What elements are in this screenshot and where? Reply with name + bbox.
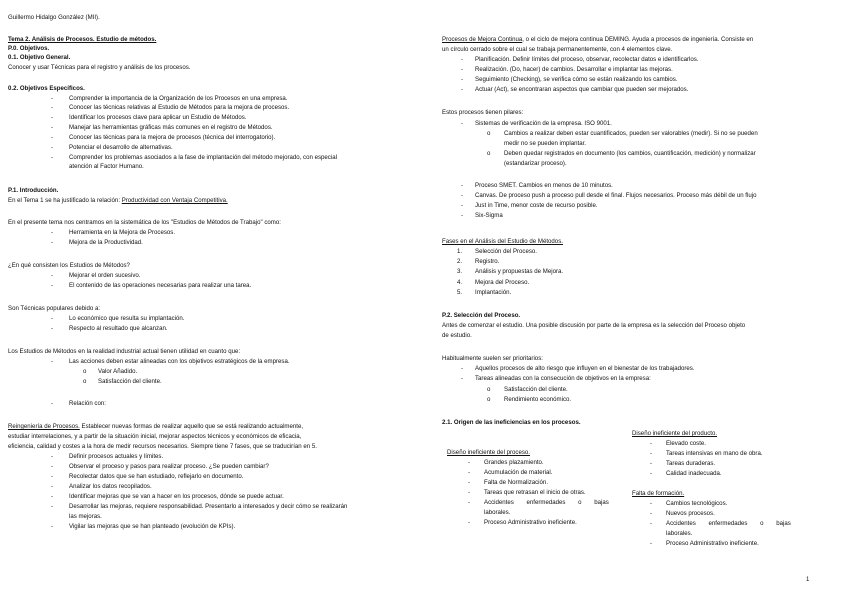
list-item: Selección del Proceso. <box>475 248 537 255</box>
pilares-text: Estos procesos tienen pilares: <box>442 109 524 116</box>
bullet-dash: - <box>51 282 54 289</box>
tecnicas-text: Son Técnicas populares debido a: <box>8 305 101 312</box>
list-item-continuation: laborales. <box>666 530 693 537</box>
list-item: Comprender los problemas asociados a la fase de implantación del método mejorado, con especial <box>69 154 337 161</box>
list-number: 4. <box>457 279 463 286</box>
bullet-dash: - <box>51 239 54 246</box>
list-item: Accidentes enfermedades o bajas <box>484 499 609 506</box>
bullet-dash: - <box>51 124 54 131</box>
list-item: Mejora del Proceso. <box>475 279 530 286</box>
list-item: Conocer las técnicas relativas al Estudio de Métodos para la mejora de procesos. <box>69 104 290 111</box>
list-item: Aquellos procesos de alto riesgo que influyen en el bienestar de los trabajadores. <box>475 365 695 372</box>
bullet-dash: - <box>650 470 653 477</box>
list-number: 5. <box>457 289 463 296</box>
reingenieria-line-3: eficiencia, calidad y costes a la hora de medir recursos necesarios. Siempre tiene 7 fases, que se traducirían en 5. <box>8 443 317 450</box>
list-item: Mejorar el orden sucesivo. <box>69 272 141 279</box>
mejora-continua-label: Procesos de Mejora Continua <box>442 36 523 43</box>
list-item: Acumulación de material. <box>484 469 553 476</box>
introduccion-heading: P.1. Introducción. <box>8 187 59 194</box>
list-item: Manejar las herramientas gráficas más comunes en el registro de Métodos. <box>69 124 273 131</box>
bullet-dash: - <box>650 500 653 507</box>
list-item: Canvas. De proceso push a proceso pull desde el final. Flujos necesarios. Proceso más débil de un flujo <box>475 192 757 199</box>
list-item: Observar el proceso y pasos para realizar proceso. ¿Se pueden cambiar? <box>69 463 269 470</box>
bullet-dash: - <box>51 315 54 322</box>
list-item: Tareas duraderas. <box>666 460 716 467</box>
bullet-dash: - <box>461 66 464 73</box>
list-item: Falta de Normalización. <box>484 479 549 486</box>
bullet-dash: - <box>468 469 471 476</box>
seleccion-proceso-line-1: Antes de comenzar el estudio. Una posible discusión por parte de la empresa es la selección del Proceso objeto <box>442 322 746 329</box>
list-item: Proceso SMET. Cambios en menos de 10 minutos. <box>475 182 613 189</box>
falta-formacion-heading: Falta de formación. <box>632 490 685 497</box>
list-item: Analizar los datos recopilados. <box>69 483 152 490</box>
list-item: Sistemas de verificación de la empresa. ISO 9001. <box>475 120 612 127</box>
list-number: 2. <box>457 258 463 265</box>
bullet-dash: - <box>468 489 471 496</box>
bullet-dash: - <box>461 182 464 189</box>
consisten-question: ¿En qué consisten los Estudios de Métodos? <box>8 262 130 269</box>
bullet-dash: - <box>51 473 54 480</box>
sub-list-item: Satisfacción del cliente. <box>504 386 568 393</box>
diseno-proceso-heading: Diseño ineficiente del proceso. <box>447 449 530 456</box>
list-item: Implantación. <box>475 289 512 296</box>
list-item: Elevado coste. <box>666 440 706 447</box>
objetivo-general-heading: 0.1. Objetivo General. <box>8 54 71 61</box>
bullet-dash: - <box>51 104 54 111</box>
list-item: Tareas alineadas con la consecución de objetivos en la empresa: <box>475 375 651 382</box>
page-number: 1 <box>806 577 810 583</box>
list-item-continuation: las mejoras. <box>69 513 102 520</box>
list-item: Las acciones deben estar alineadas con los objetivos estratégicos de la empresa. <box>69 358 290 365</box>
list-item: Definir procesos actuales y límites. <box>69 453 164 460</box>
objetivos-especificos-heading: 0.2. Objetivos Específicos. <box>8 85 85 92</box>
list-item: Calidad inadecuada. <box>666 470 722 477</box>
bullet-dash: - <box>468 519 471 526</box>
bullet-dash: - <box>461 365 464 372</box>
seleccion-proceso-line-2: de estudio. <box>442 332 472 339</box>
list-item: Potenciar el desarrollo de alternativas. <box>69 144 173 151</box>
bullet-dash: - <box>461 120 464 127</box>
list-item: El contenido de las operaciones necesarias para realizar una tarea. <box>69 282 252 289</box>
list-item: Seguimiento (Checking), se verifica cómo se están realizando los cambios. <box>475 76 678 83</box>
list-item: Proceso Administrativo ineficiente. <box>484 519 577 526</box>
list-item: Identificar los procesos clave para aplicar un Estudio de Métodos. <box>69 114 247 121</box>
reingenieria-line-1 <box>8 423 303 431</box>
list-item: Nuevos procesos. <box>666 510 715 517</box>
reingenieria-label: Reingeniería de Procesos. <box>8 423 80 430</box>
list-item-continuation: atención al Factor Humano. <box>69 163 144 170</box>
bullet-circle: o <box>487 130 491 137</box>
bullet-dash: - <box>51 400 54 407</box>
prioritarios-text: Habitualmente suelen ser prioritarios: <box>442 355 543 362</box>
list-item: Six-Sigma <box>475 212 503 219</box>
bullet-dash: - <box>51 463 54 470</box>
bullet-dash: - <box>461 212 464 219</box>
bullet-dash: - <box>461 202 464 209</box>
list-item: Tareas intensivas en mano de obra. <box>666 450 763 457</box>
list-item: Mejora de la Productividad. <box>69 239 143 246</box>
bullet-dash: - <box>51 493 54 500</box>
list-item: Identificar mejoras que se van a hacer en los procesos, dónde se puede actuar. <box>69 493 284 500</box>
bullet-dash: - <box>650 460 653 467</box>
bullet-dash: - <box>461 76 464 83</box>
bullet-dash: - <box>461 86 464 93</box>
list-item: Proceso Administrativo ineficiente. <box>666 540 759 547</box>
bullet-dash: - <box>51 523 54 530</box>
objetivo-general-text: Conocer y usar Técnicas para el registro y análisis de los procesos. <box>8 64 191 71</box>
sistematica-text: En el presente tema nos centramos en la sistemática de los "Estudios de Métodos de Trabajo" como: <box>8 219 281 226</box>
bullet-dash: - <box>51 95 54 102</box>
reingenieria-text: Establecer nuevas formas de realizar aquello que se está realizando actualmente, <box>79 423 304 430</box>
bullet-dash: - <box>468 459 471 466</box>
list-item: Herramienta en la Mejora de Procesos. <box>69 229 176 236</box>
bullet-dash: - <box>461 375 464 382</box>
bullet-dash: - <box>650 540 653 547</box>
mejora-continua-line-2: un círculo cerrado sobre el cual se trabaja permanentemente, con 4 elementos clave. <box>442 46 673 53</box>
bullet-dash: - <box>461 192 464 199</box>
list-item: Desarrollar las mejoras, requiere responsabilidad. Presentarlo a interesados y decir cómo se realizarán <box>69 503 348 510</box>
list-item: Tareas que retrasan el inicio de otras. <box>484 489 586 496</box>
mejora-continua-text: , o el ciclo de mejora continua DEMING. Ayuda a procesos de ingeniería. Consiste en <box>522 36 754 43</box>
sub-list-item: Satisfacción del cliente. <box>98 378 162 385</box>
seleccion-proceso-heading: P.2. Selección del Proceso. <box>442 312 521 319</box>
bullet-dash: - <box>51 154 54 161</box>
list-item: Recolectar datos que se han estudiado, reflejarlo en documento. <box>69 473 244 480</box>
list-item: Just in Time, menor coste de recurso posible. <box>475 202 598 209</box>
list-item: Análisis y propuestas de Mejora. <box>475 268 564 275</box>
fases-analisis-heading: Fases en el Análisis del Estudio de Métodos. <box>442 238 563 245</box>
productividad-link-text: Productividad con Ventaja Competitiva. <box>121 197 228 204</box>
list-item: Comprender la importancia de la Organización de los Procesos en una empresa. <box>69 95 288 102</box>
mejora-continua-line-1 <box>442 36 753 44</box>
list-item: Cambios tecnológicos. <box>666 500 728 507</box>
list-item: Registro. <box>475 258 500 265</box>
list-item: Accidentes enfermedades o bajas <box>666 520 791 527</box>
bullet-dash: - <box>51 272 54 279</box>
origen-ineficiencias-heading: 2.1. Origen de las ineficiencias en los procesos. <box>442 419 581 426</box>
sub-list-item: Rendimiento económico. <box>504 396 572 403</box>
bullet-dash: - <box>51 325 54 332</box>
section-p0-heading: P.0. Objetivos. <box>8 45 50 52</box>
list-item: Vigilar las mejoras que se han planteado (evolución de KPIs). <box>69 523 236 530</box>
bullet-dash: - <box>51 114 54 121</box>
list-item: Relación con: <box>69 400 106 407</box>
bullet-dash: - <box>51 453 54 460</box>
sub-list-item-continuation: (estandarizar proceso). <box>504 160 567 167</box>
sub-list-item: Deben quedar registrados en documento (los cambios, cuantificación, medición) y normalizar <box>504 150 756 157</box>
introduccion-prefix: En el Tema 1 se ha justificado la relación: <box>8 197 122 204</box>
bullet-circle: o <box>487 150 491 157</box>
bullet-dash: - <box>650 450 653 457</box>
list-number: 3. <box>457 268 463 275</box>
bullet-circle: o <box>83 378 87 385</box>
utilidad-text: Los Estudios de Métodos en la realidad industrial actual tienen utilidad en cuanto que: <box>8 348 241 355</box>
bullet-dash: - <box>650 510 653 517</box>
list-item: Respecto al resultado que alcanzan. <box>69 325 168 332</box>
bullet-dash: - <box>51 483 54 490</box>
bullet-dash: - <box>650 440 653 447</box>
list-item: Actuar (Act), se encontraran aspectos que cambiar que pueden ser mejorados. <box>475 86 689 93</box>
bullet-dash: - <box>51 134 54 141</box>
list-item: Lo económico que resulta su implantación. <box>69 315 185 322</box>
reingenieria-line-2: estudiar interrelaciones, y a partir de la situación inicial, mejorar aspectos técnicos y económicos de eficacia, <box>8 433 302 440</box>
bullet-dash: - <box>650 520 653 527</box>
list-item-continuation: laborales. <box>484 509 511 516</box>
list-number: 1. <box>457 248 463 255</box>
diseno-producto-heading: Diseño ineficiente del producto. <box>632 430 718 437</box>
sub-list-item: Cambios a realizar deben estar cuantificados, pueden ser valorables (medir). Si no se pueden <box>504 130 758 137</box>
bullet-dash: - <box>51 358 54 365</box>
author-line: Guillermo Hidalgo González (MII). <box>8 14 100 21</box>
sub-list-item-continuation: medir no se pueden implantar. <box>504 140 586 147</box>
bullet-dash: - <box>461 56 464 63</box>
bullet-circle: o <box>487 396 491 403</box>
sub-list-item: Valor Añadido. <box>98 368 138 375</box>
introduccion-text <box>8 197 228 205</box>
document-title: Tema 2. Análisis de Procesos. Estudio de métodos. <box>8 36 157 43</box>
bullet-dash: - <box>51 503 54 510</box>
bullet-dash: - <box>468 499 471 506</box>
list-item: Conocer las técnicas para la mejora de procesos (técnica del interrogatorio). <box>69 134 276 141</box>
bullet-dash: - <box>51 144 54 151</box>
bullet-circle: o <box>83 368 87 375</box>
list-item: Grandes plazamiento. <box>484 459 544 466</box>
bullet-dash: - <box>468 479 471 486</box>
list-item: Realización. (Do, hacer) de cambios. Desarrollar e implantar las mejoras. <box>475 66 673 73</box>
bullet-circle: o <box>487 386 491 393</box>
bullet-dash: - <box>51 229 54 236</box>
list-item: Planificación. Definir límites del proceso, observar, recolectar datos e identificarlos. <box>475 56 699 63</box>
